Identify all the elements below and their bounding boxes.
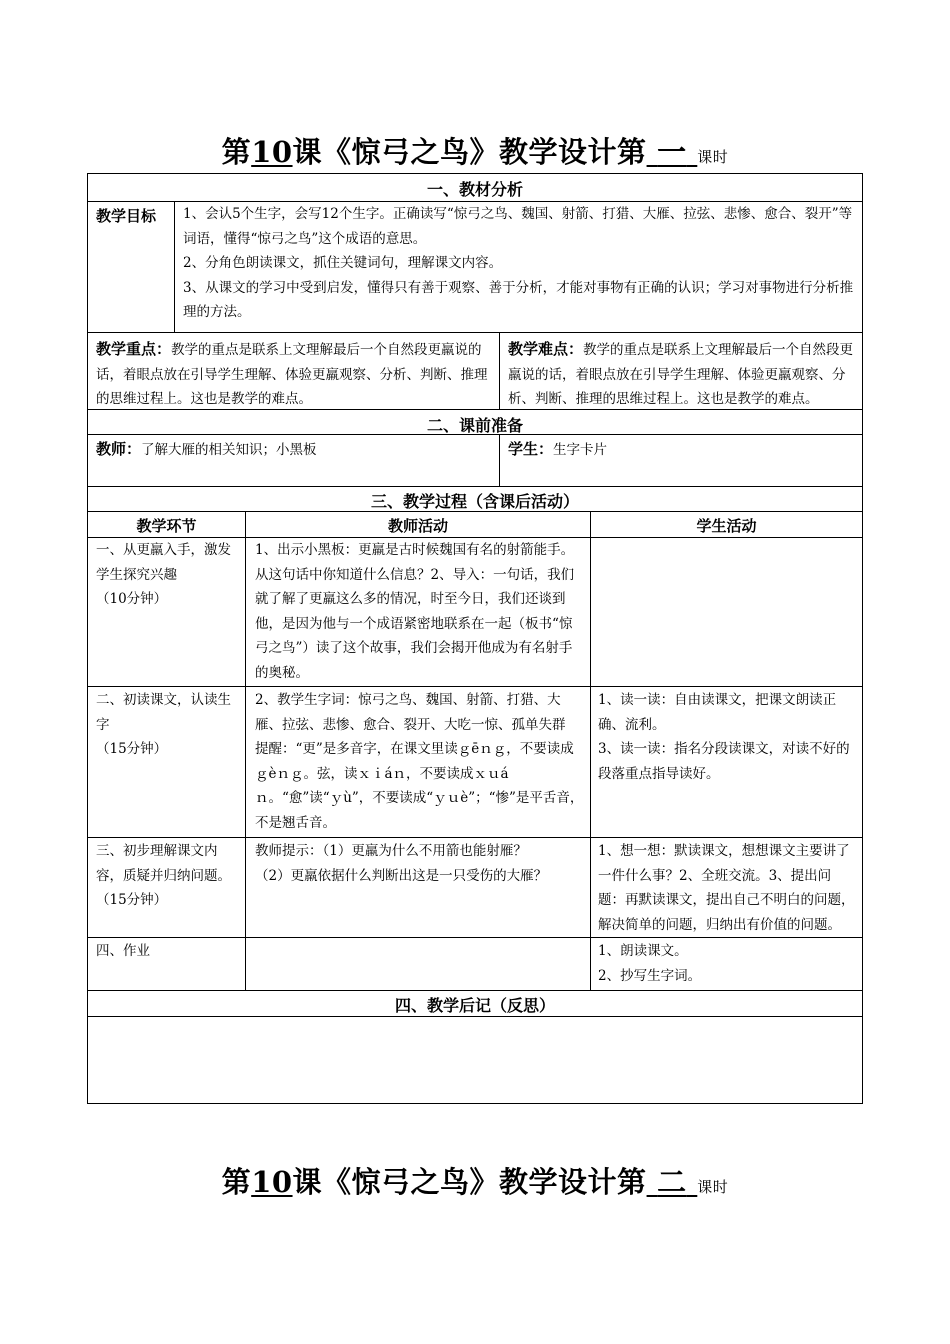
table-row-1-stage [96, 538, 241, 612]
section-teaching-process: 三、教学过程（含课后活动） [370, 492, 579, 511]
reflection-area [88, 1017, 862, 1103]
teacher-activity: 教师提示：（1）更羸为什么不用箭也能射雁？ [255, 843, 527, 859]
goals-content [183, 202, 857, 325]
stage-text: 二、初读课文，认读生字 [96, 692, 231, 733]
table-row-2-teacher [255, 688, 585, 836]
table-row-2-stage [96, 688, 241, 762]
col-header-student: 学生活动 [696, 517, 757, 535]
stage-text: 四、作业 [96, 943, 150, 959]
student-activity: 1、读一读：自由读课文，把课文朗读正确、流利。 [598, 692, 837, 733]
table-row-2-student [598, 688, 858, 786]
table-row-3-teacher [255, 839, 585, 888]
difficulty-label: 教学难点： [508, 340, 584, 358]
student-prep-label: 学生： [508, 440, 554, 458]
teacher-activity: 1、出示小黑板：更羸是古时候魏国有名的射箭能手。从这句话中你知道什么信息？2、导入：一句话，我们就了解了更羸这么多的情况，时至今日，我们还谈到他，是因为他与一个成语紧密地联系在一起（板书“惊弓之鸟”）读了这个故事，我们会揭开他成为有名射手的奥秘。 [255, 542, 575, 681]
table-row-4-student [598, 939, 858, 988]
stage-duration: （10分钟） [96, 591, 168, 608]
period-suffix: 课时 [697, 148, 729, 166]
stage-duration: （15分钟） [96, 892, 168, 909]
teacher-prep-text: 了解大雁的相关知识；小黑板 [141, 442, 317, 458]
stage-text: 三、初步理解课文内容，质疑并归纳问题。 [96, 843, 231, 884]
teacher-prep-label: 教师： [96, 440, 142, 458]
lesson-plan-table [87, 173, 863, 1104]
period-suffix: 课时 [697, 1178, 729, 1196]
student-activity: 1、想一想：默读课文，想想课文主要讲了一件什么事？2、全班交流。3、提出问题：再默读课文，提出自己不明白的问题，解决简单的问题，归纳出有价值的问题。 [598, 843, 855, 933]
student-prep-text: 生字卡片 [553, 442, 608, 458]
lesson-number: 10 [251, 135, 293, 169]
teacher-preparation [96, 437, 317, 463]
goals-label: 教学目标 [96, 207, 157, 225]
period-ordinal: 二 [657, 1165, 687, 1199]
section-reflection: 四、教学后记（反思） [394, 996, 555, 1015]
title-prefix: 第 [221, 135, 252, 169]
stage-text: 一、从更羸入手，激发学生探究兴趣 [96, 542, 231, 583]
lesson-title-2 [0, 1160, 950, 1201]
title-middle: 课《惊弓之鸟》教学设计第 [292, 135, 647, 169]
title-middle: 课《惊弓之鸟》教学设计第 [292, 1165, 647, 1199]
lesson-title-1 [0, 130, 950, 171]
student-activity: 1、朗读课文。 [598, 943, 688, 959]
table-row-3-stage [96, 839, 241, 913]
teacher-activity: 提醒：“更”是多音字，在课文里读ｇēｎｇ，不要读成ｇèｎｇ。弦，读ｘｉáｎ，不要读成ｘｕáｎ。“愈”读“ｙù”，不要读成“ｙｕè”；“惨”是平舌音，不是翘舌音。 [255, 741, 584, 831]
goal-item-2: 2、分角色朗读课文，抓住关键词句，理解课文内容。 [183, 255, 503, 272]
focus-text: 教学的重点是联系上文理解最后一个自然段更羸说的话，着眼点放在引导学生理解、体验更羸观察、分析、判断、推理的思维过程上。这也是教学的难点。 [96, 342, 488, 408]
focus-label: 教学重点： [96, 340, 172, 358]
period-ordinal: 一 [657, 135, 687, 169]
title-prefix: 第 [221, 1165, 252, 1199]
lesson-number: 10 [251, 1165, 293, 1199]
section-material-analysis: 一、教材分析 [426, 180, 523, 199]
table-row-1-teacher [255, 538, 585, 686]
section-preparation: 二、课前准备 [426, 416, 523, 435]
student-preparation [508, 437, 607, 463]
student-activity: 2、抄写生字词。 [598, 967, 702, 984]
teaching-difficulty [508, 337, 858, 412]
teacher-activity: 2、教学生字词：惊弓之鸟、魏国、射箭、打猎、大雁、拉弦、悲惨、愈合、裂开、大吃一惊、孤单失群 [255, 692, 566, 733]
stage-duration: （15分钟） [96, 741, 168, 758]
student-activity: 3、读一读：指名分段读课文，对读不好的段落重点指导读好。 [598, 741, 850, 782]
col-header-teacher: 教师活动 [387, 517, 448, 535]
teaching-focus [96, 337, 494, 412]
table-row-4-stage [96, 939, 241, 964]
goal-item-3: 3、从课文的学习中受到启发，懂得只有善于观察、善于分析，才能对事物有正确的认识；学习对事物进行分析推理的方法。 [183, 279, 854, 321]
table-row-3-student [598, 839, 858, 937]
difficulty-text: 教学的重点是联系上文理解最后一个自然段更羸说的话，着眼点放在引导学生理解、体验更羸观察、分析、判断、推理的思维过程上。这也是教学的难点。 [508, 342, 854, 408]
goal-item-1: 1、会认5个生字，会写12个生字。正确读写“惊弓之鸟、魏国、射箭、打猎、大雁、拉弦、悲惨、愈合、裂开”等词语，懂得“惊弓之鸟”这个成语的意思。 [183, 206, 853, 247]
teacher-activity: （2）更羸依据什么判断出这是一只受伤的大雁？ [255, 867, 548, 884]
col-header-stage: 教学环节 [136, 517, 197, 535]
